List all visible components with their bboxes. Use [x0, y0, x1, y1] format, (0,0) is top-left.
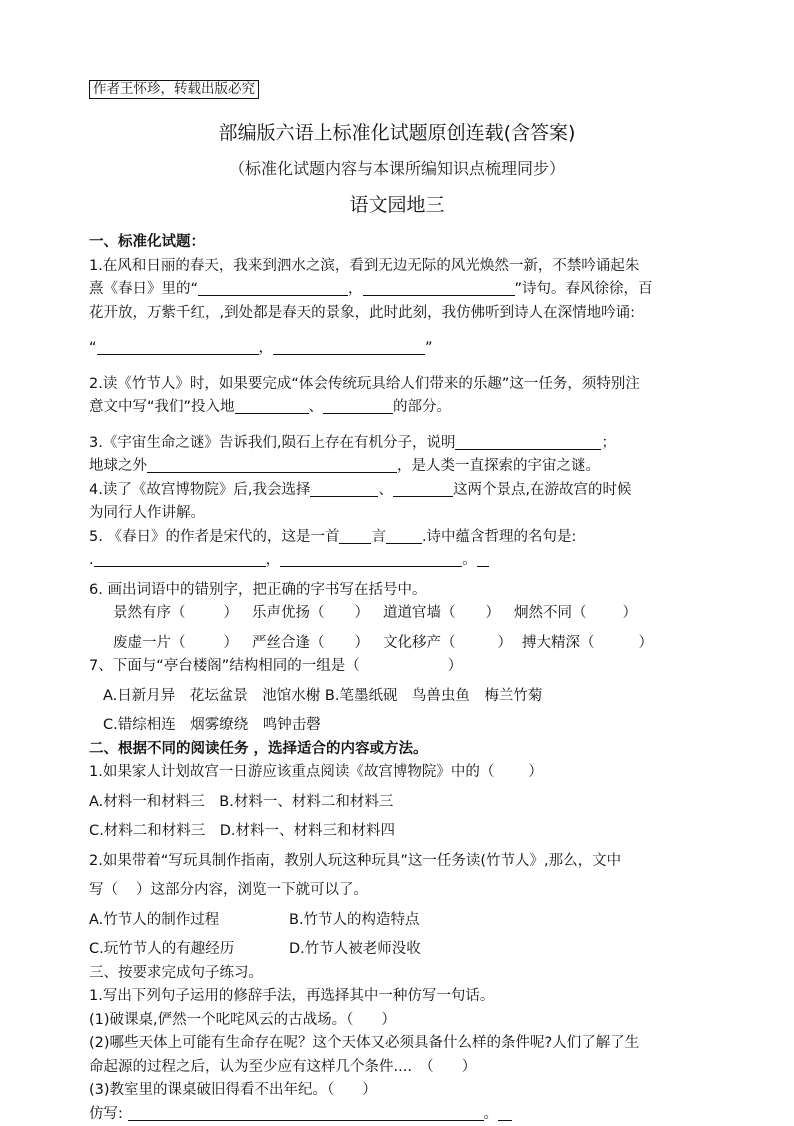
- q7-text: 7、下面与“亭台楼阁”结构相同的一组是（: [89, 658, 360, 674]
- q2-blank-1[interactable]: [235, 397, 309, 414]
- q6-row1: [89, 602, 709, 626]
- q4-line2: 为同行人作讲解。: [89, 502, 709, 526]
- q6-word: 乐声优扬（: [252, 605, 325, 621]
- q5-comma: ，: [266, 552, 281, 568]
- q7-options-c: C.错综相连 烟雾缭绕 鸣钟击磬: [89, 714, 709, 738]
- q1-text-a: 熹《春日》里的“: [89, 281, 198, 297]
- q5-line2: [89, 549, 709, 573]
- s2-q1-paren: ）: [528, 764, 543, 780]
- q7-options-ab: A.日新月异 花坛盆景 池馆水榭 B.笔墨纸砚 鸟兽虫鱼 梅兰竹菊: [89, 685, 709, 709]
- q5-blank-1[interactable]: [339, 527, 371, 544]
- s3-imitate-end: 。: [484, 1106, 499, 1122]
- section3-heading: 三、按要求完成句子练习。: [89, 962, 709, 986]
- s3-imitate-blank[interactable]: [128, 1104, 484, 1121]
- s3-s2-text: 命起源的过程之后，认为至少应有这样几个条件.... （: [89, 1059, 434, 1075]
- q3-blank-1[interactable]: [455, 433, 601, 450]
- s2-q2-line1: 2.如果带着“写玩具制作指南，教别人玩这种玩具”这一任务读(竹节人》,那么，文中: [89, 850, 709, 874]
- s2-q2-text-b: ）这部分内容，浏览一下就可以了。: [136, 882, 368, 898]
- s2-q2-text-a: 写（: [89, 882, 118, 898]
- q4-blank-1[interactable]: [310, 480, 378, 497]
- q1-sep-2: ，: [259, 340, 274, 356]
- q6-word: 炯然不同（: [514, 605, 587, 621]
- q1-quote-close: ”: [425, 340, 433, 356]
- s3-s3-text: (3)教室里的课桌破旧得看不出年纪。（: [89, 1082, 334, 1098]
- document-subtitle: （标准化试题内容与本课所编知识点梳理同步）: [0, 156, 794, 179]
- q1-quote-open: “: [89, 340, 97, 356]
- q4-line1: [89, 479, 709, 503]
- q3-text-a: 3.《宇宙生命之谜》告诉我们,陨石上存在有机分子，说明: [89, 435, 455, 451]
- q2-text-a: 意文中写“我们”投入地: [89, 399, 235, 415]
- q6-paren: ）: [639, 635, 654, 651]
- q5-dot: .: [89, 552, 94, 568]
- s2-q1-options-ab: A.材料一和材料三 B.材料一、材料二和材料三: [89, 791, 709, 815]
- q7-prompt: [89, 655, 709, 679]
- q3-text-b: ；: [601, 435, 616, 451]
- s2-q2-option-b: B.竹节人的构造特点: [289, 912, 420, 928]
- s2-q2-options-cd: [89, 938, 709, 962]
- q4-text-b: 这两个景点,在游故宫的时候: [453, 482, 632, 498]
- s3-s1-paren: ）: [381, 1012, 396, 1028]
- q2-text-b: 的部分。: [393, 399, 451, 415]
- s3-sentence-3: [89, 1079, 709, 1103]
- s2-q2-options-ab: [89, 909, 709, 933]
- q4-blank-2[interactable]: [393, 480, 453, 497]
- q6-paren: ）: [224, 605, 239, 621]
- q3-blank-2[interactable]: [147, 456, 397, 473]
- lesson-title: 语文园地三: [0, 190, 794, 217]
- s3-s1-text: (1)破课桌,俨然一个叱咤风云的古战场。（: [89, 1012, 353, 1028]
- s2-q2-option-d: D.竹节人被老师没收: [289, 941, 421, 957]
- exam-content: [89, 231, 709, 1126]
- q6-word: 搏大精深（: [522, 635, 595, 651]
- q3-line2: [89, 455, 709, 479]
- s3-imitate-tail: [498, 1104, 512, 1121]
- q2-blank-2[interactable]: [323, 397, 393, 414]
- q4-text-a: 4.读了《故宫博物院》后,我会选择: [89, 482, 310, 498]
- s3-sentence-2-line2: [89, 1056, 709, 1080]
- s3-imitate-line: [89, 1103, 709, 1126]
- q6-word: 道道官墙（: [383, 605, 456, 621]
- q2-dun: 、: [309, 399, 324, 415]
- q1-line4: [89, 337, 709, 361]
- s2-q2-option-c: C.玩竹节人的有趣经历: [89, 938, 289, 962]
- q1-line1: 1.在风和日丽的春天，我来到泗水之滨，看到无边无际的风光焕然一新，不禁吟诵起朱: [89, 255, 709, 279]
- q5-blank-2[interactable]: [386, 527, 422, 544]
- q6-word: 景然有序（: [113, 605, 186, 621]
- q3-line1: [89, 432, 709, 456]
- document-title: 部编版六语上标准化试题原创连载(含答案): [0, 118, 794, 145]
- q6-word: 文化移产（: [383, 635, 456, 651]
- q6-paren: ）: [355, 635, 370, 651]
- q3-text-c: 地球之外: [89, 458, 147, 474]
- q1-blank-1[interactable]: [198, 279, 348, 296]
- q1-blank-4[interactable]: [273, 338, 425, 355]
- s2-q1-text: 1.如果家人计划故宫一日游应该重点阅读《故宫博物院》中的（: [89, 764, 494, 780]
- q6-paren: ）: [623, 605, 638, 621]
- q1-blank-3[interactable]: [97, 338, 259, 355]
- q6-row2: [89, 632, 709, 656]
- q4-dun: 、: [378, 482, 393, 498]
- s3-prompt: 1.写出下列句子运用的修辞手法，再选择其中一种仿写一句话。: [89, 985, 709, 1009]
- q5-line1: [89, 526, 709, 550]
- s2-q2-option-a: A.竹节人的制作过程: [89, 909, 289, 933]
- q1-sep: ，: [348, 281, 363, 297]
- q6-paren: ）: [224, 635, 239, 651]
- q5-blank-tail: [477, 550, 489, 567]
- q5-blank-3[interactable]: [94, 550, 266, 567]
- s3-imitate-label: 仿写:: [89, 1106, 123, 1122]
- s2-q2-line2: [89, 879, 709, 903]
- q6-paren: ）: [498, 635, 513, 651]
- q5-text-a: 5. 《春日》的作者是宋代的，这是一首: [89, 529, 339, 545]
- s2-q1-options-cd: C.材料二和材料三 D.材料一、材料三和材料四: [89, 820, 709, 844]
- q5-text-b: .诗中蕴含哲理的名句是:: [422, 529, 577, 545]
- s3-sentence-2-line1: (2)哪些天体上可能有生命存在呢？这个天体又必须具备什么样的条件呢?人们了解了生: [89, 1032, 709, 1056]
- s3-sentence-1: [89, 1009, 709, 1033]
- q5-blank-4[interactable]: [280, 550, 462, 567]
- q6-paren: ）: [486, 605, 501, 621]
- copyright-notice: 作者王怀珍，转载出版必究: [89, 80, 259, 99]
- q5-yan: 言: [371, 529, 386, 545]
- q1-blank-2[interactable]: [363, 279, 515, 296]
- s3-s3-paren: ）: [362, 1082, 377, 1098]
- q6-prompt: 6. 画出词语中的错别字，把正确的字书写在括号中。: [89, 579, 709, 603]
- q2-line1: 2.读《竹节人》时，如果要完成“体会传统玩具给人们带来的乐趣”这一任务，须特别注: [89, 373, 709, 397]
- q6-word: 严丝合逢（: [252, 635, 325, 651]
- s3-s2-paren: ）: [462, 1059, 477, 1075]
- q6-paren: ）: [355, 605, 370, 621]
- section2-heading: 二、根据不同的阅读任务 ，选择适合的内容或方法。: [89, 738, 709, 762]
- q2-line2: [89, 396, 709, 420]
- q1-text-b: ”诗句。春风徐徐，百: [515, 281, 653, 297]
- q1-line3: 花开放，万紫千红，,到处都是春天的景象，此时此刻，我仿佛听到诗人在深情地吟诵:: [89, 302, 709, 326]
- q3-text-d: ，是人类一直探索的宇宙之谜。: [397, 458, 600, 474]
- s2-q1-prompt: [89, 761, 709, 785]
- section1-heading: 一、标准化试题：: [89, 231, 709, 255]
- q7-paren: ）: [448, 658, 463, 674]
- q6-word: 废虚一片（: [113, 635, 186, 651]
- q5-end: 。: [462, 552, 477, 568]
- q1-line2: [89, 278, 709, 302]
